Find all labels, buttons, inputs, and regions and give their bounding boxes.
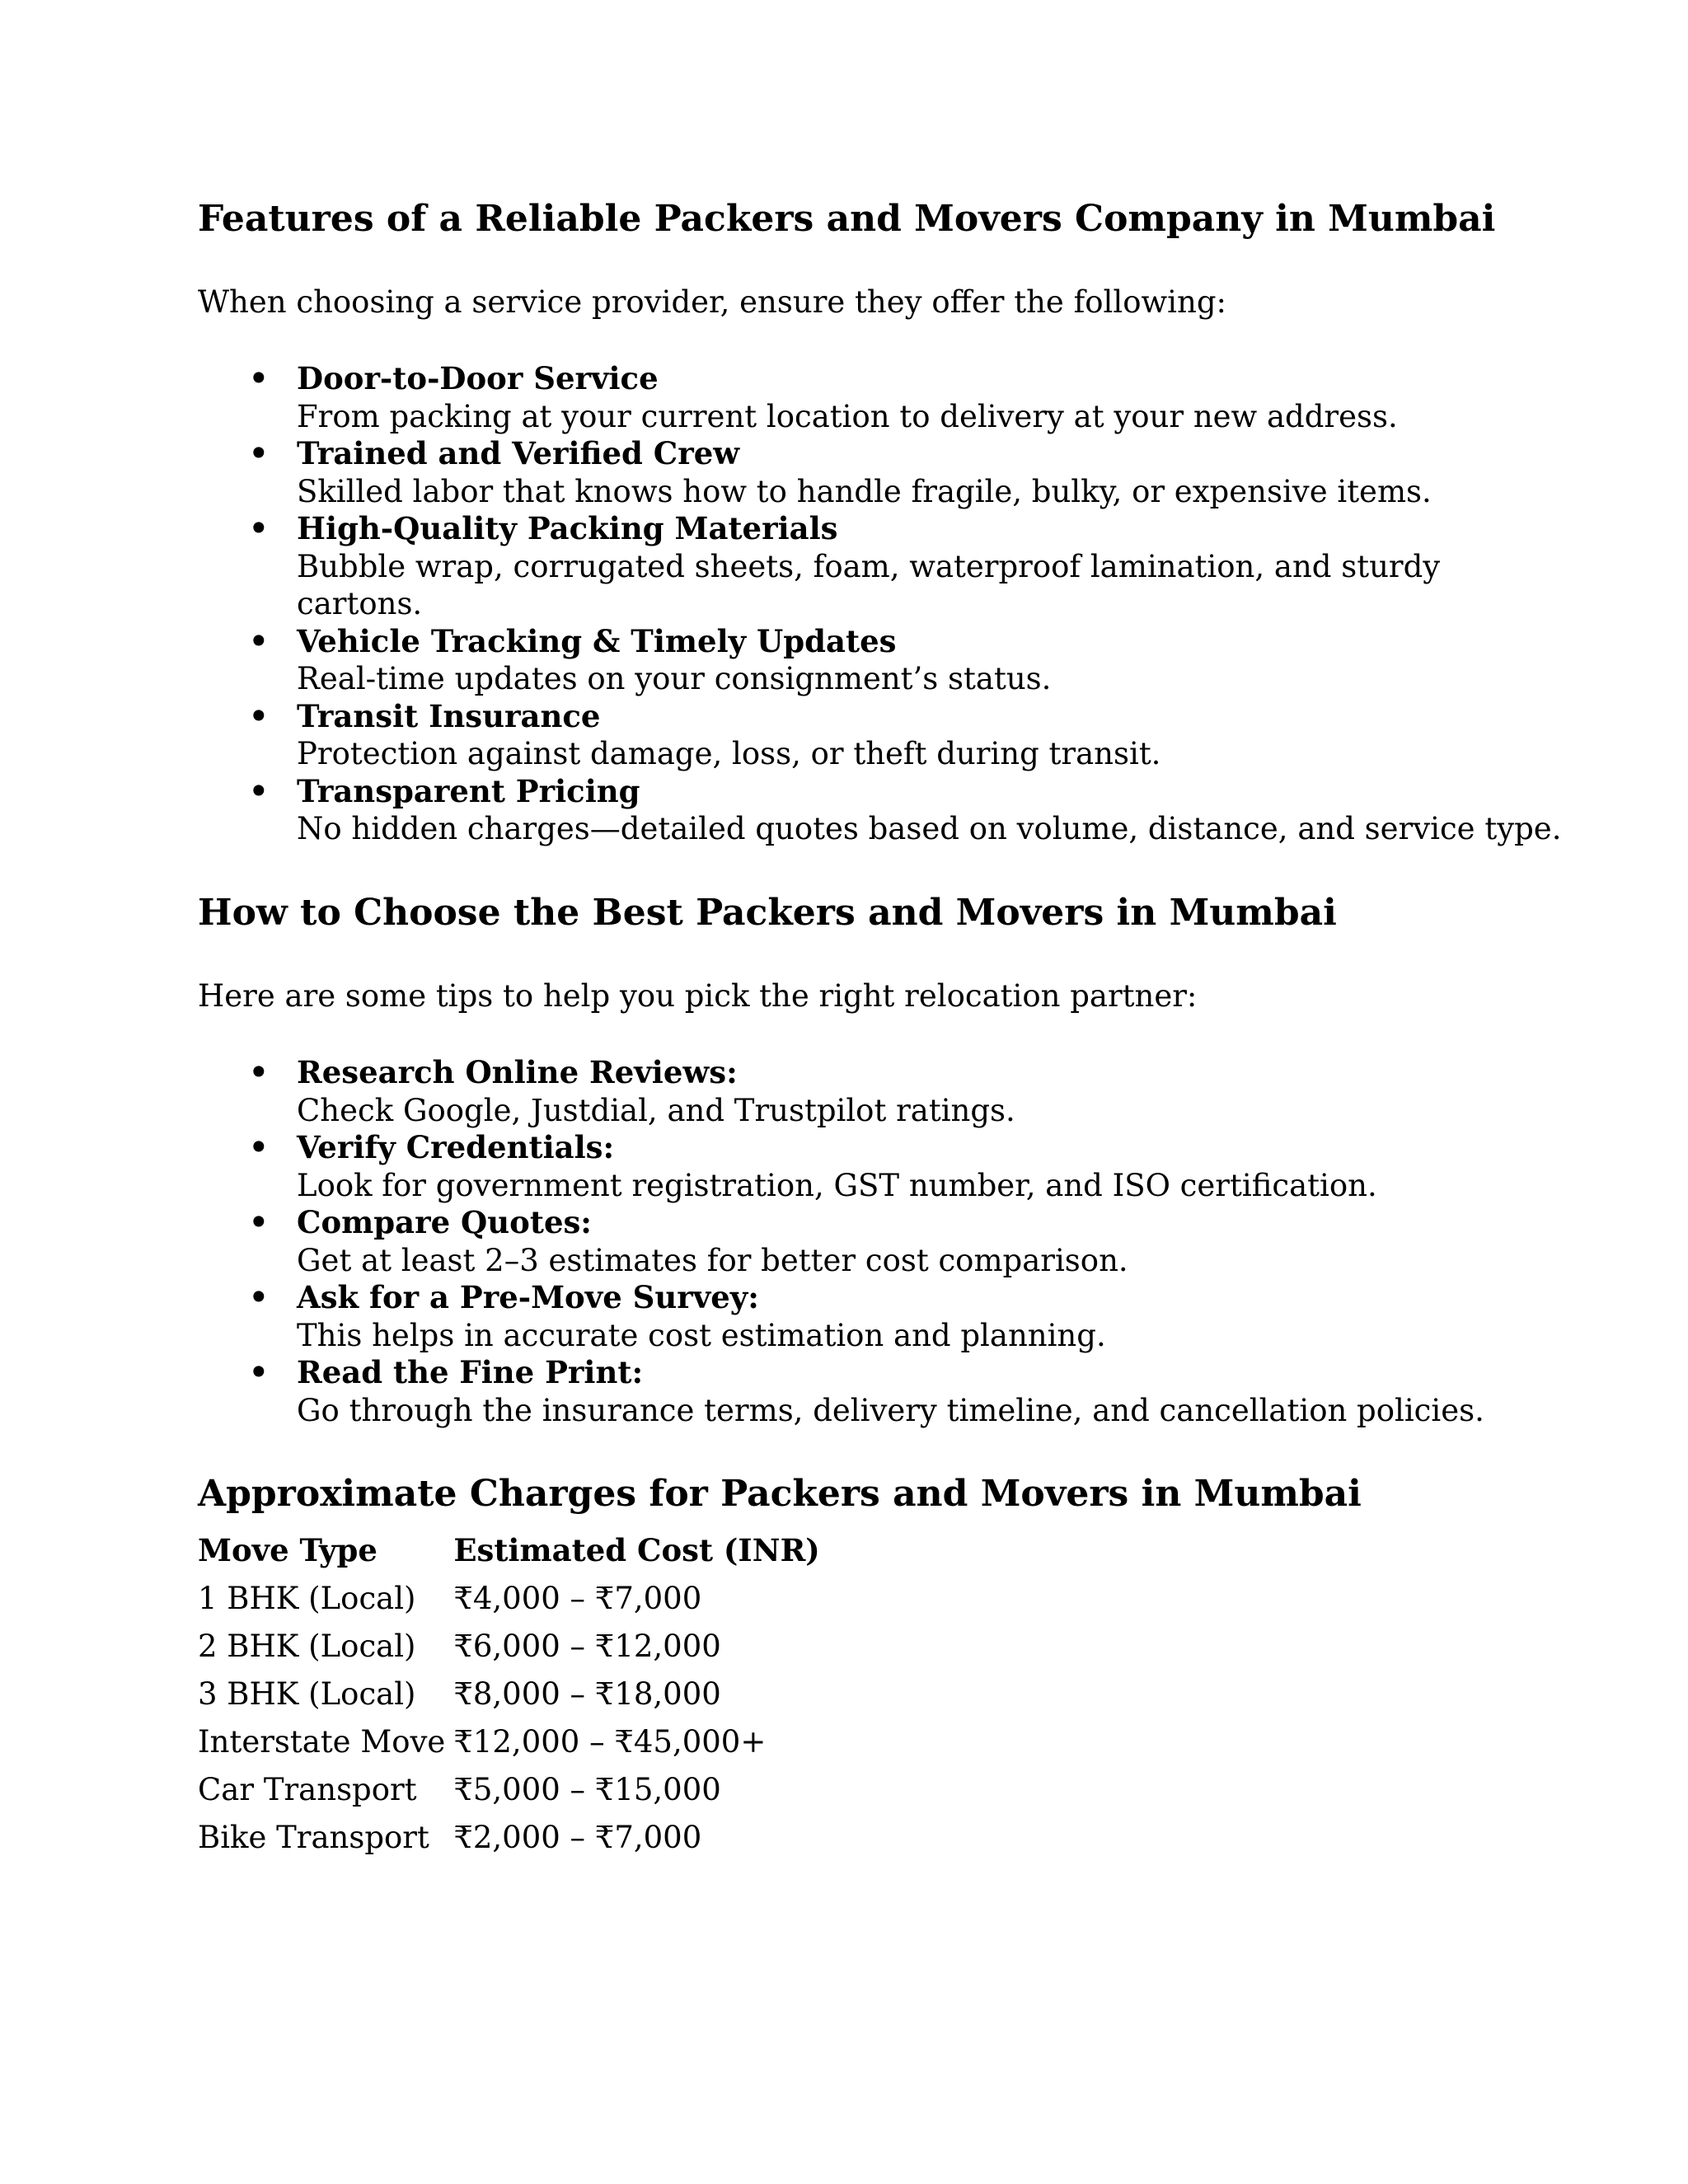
bullet-icon: • <box>249 435 269 471</box>
list-item <box>198 772 1562 848</box>
list-item-description: Look for government registration, GST number, and ISO certification. <box>297 1167 1377 1203</box>
list-item-description: Bubble wrap, corrugated sheets, foam, waterproof lamination, and sturdy cartons. <box>297 548 1441 621</box>
move-type-cell: 3 BHK (Local) <box>198 1675 416 1712</box>
column-header-estimated-cost: Estimated Cost (INR) <box>453 1532 820 1568</box>
charges-heading: Approximate Charges for Packers and Movers in Mumbai <box>198 1473 1362 1515</box>
list-item-title: Vehicle Tracking & Timely Updates <box>297 622 897 659</box>
move-type-cell: Car Transport <box>198 1771 417 1807</box>
table-row <box>198 1718 820 1765</box>
cost-cell: ₹8,000 – ₹18,000 <box>453 1675 721 1712</box>
list-item-description: From packing at your current location to delivery at your new address. <box>297 398 1398 434</box>
list-item-title: Trained and Verified Crew <box>297 435 740 471</box>
bullet-icon: • <box>249 772 269 809</box>
table-row <box>198 1622 820 1670</box>
choose-intro: Here are some tips to help you pick the right relocation partner: <box>198 978 1198 1014</box>
list-item-title: Read the Fine Print: <box>297 1354 644 1390</box>
list-item <box>198 510 1533 623</box>
bullet-icon: • <box>249 1354 269 1390</box>
bullet-icon: • <box>249 697 269 734</box>
move-type-cell: 1 BHK (Local) <box>198 1580 416 1616</box>
move-type-cell: Bike Transport <box>198 1819 429 1855</box>
table-row <box>198 1670 820 1718</box>
bullet-icon: • <box>249 1279 269 1315</box>
move-type-cell: Interstate Move <box>198 1723 446 1760</box>
bullet-icon: • <box>249 622 269 659</box>
features-heading: Features of a Reliable Packers and Movers Company in Mumbai <box>198 198 1496 240</box>
cost-cell: ₹12,000 – ₹45,000+ <box>453 1723 767 1760</box>
list-item <box>198 1354 1533 1429</box>
list-item-description: Go through the insurance terms, delivery timeline, and cancellation policies. <box>297 1392 1484 1428</box>
list-item-description: Get at least 2–3 estimates for better cost comparison. <box>297 1242 1128 1278</box>
list-item <box>198 623 1533 698</box>
bullet-icon: • <box>249 1054 269 1090</box>
list-item-title: High-Quality Packing Materials <box>297 510 838 546</box>
list-item <box>198 1054 1533 1129</box>
list-item <box>198 698 1533 773</box>
list-item <box>198 360 1533 435</box>
list-item <box>198 1129 1533 1204</box>
bullet-icon: • <box>249 1129 269 1165</box>
table-row <box>198 1574 820 1622</box>
bullet-icon: • <box>249 360 269 396</box>
list-item <box>198 1204 1533 1279</box>
bullet-icon: • <box>249 1204 269 1240</box>
cost-cell: ₹6,000 – ₹12,000 <box>453 1628 721 1664</box>
list-item-title: Transparent Pricing <box>297 772 640 809</box>
list-item-description: Protection against damage, loss, or theft during transit. <box>297 736 1161 771</box>
list-item <box>198 1279 1533 1354</box>
cost-cell: ₹5,000 – ₹15,000 <box>453 1771 721 1807</box>
list-item-description: No hidden charges—detailed quotes based on volume, distance, and service type. <box>297 811 1562 846</box>
table-row <box>198 1813 820 1861</box>
cost-cell: ₹2,000 – ₹7,000 <box>453 1819 702 1855</box>
list-item-title: Ask for a Pre-Move Survey: <box>297 1279 759 1315</box>
list-item-title: Compare Quotes: <box>297 1204 592 1240</box>
choose-heading: How to Choose the Best Packers and Movers in Mumbai <box>198 892 1337 934</box>
column-header-move-type: Move Type <box>198 1532 377 1568</box>
list-item-title: Verify Credentials: <box>297 1129 615 1165</box>
move-type-cell: 2 BHK (Local) <box>198 1628 416 1664</box>
list-item-description: This helps in accurate cost estimation and planning. <box>297 1317 1106 1353</box>
features-intro: When choosing a service provider, ensure they offer the following: <box>198 284 1226 320</box>
list-item-title: Research Online Reviews: <box>297 1054 738 1090</box>
list-item <box>198 435 1533 510</box>
features-list <box>198 360 1562 848</box>
bullet-icon: • <box>249 510 269 546</box>
cost-cell: ₹4,000 – ₹7,000 <box>453 1580 702 1616</box>
table-header-row <box>198 1526 820 1574</box>
list-item-description: Skilled labor that knows how to handle fragile, bulky, or expensive items. <box>297 473 1432 509</box>
list-item-title: Transit Insurance <box>297 697 601 734</box>
list-item-description: Check Google, Justdial, and Trustpilot ratings. <box>297 1092 1015 1128</box>
list-item-description: Real-time updates on your consignment’s status. <box>297 661 1052 696</box>
table-row <box>198 1765 820 1813</box>
charges-table <box>198 1526 820 1861</box>
list-item-title: Door-to-Door Service <box>297 360 659 396</box>
tips-list <box>198 1054 1533 1429</box>
